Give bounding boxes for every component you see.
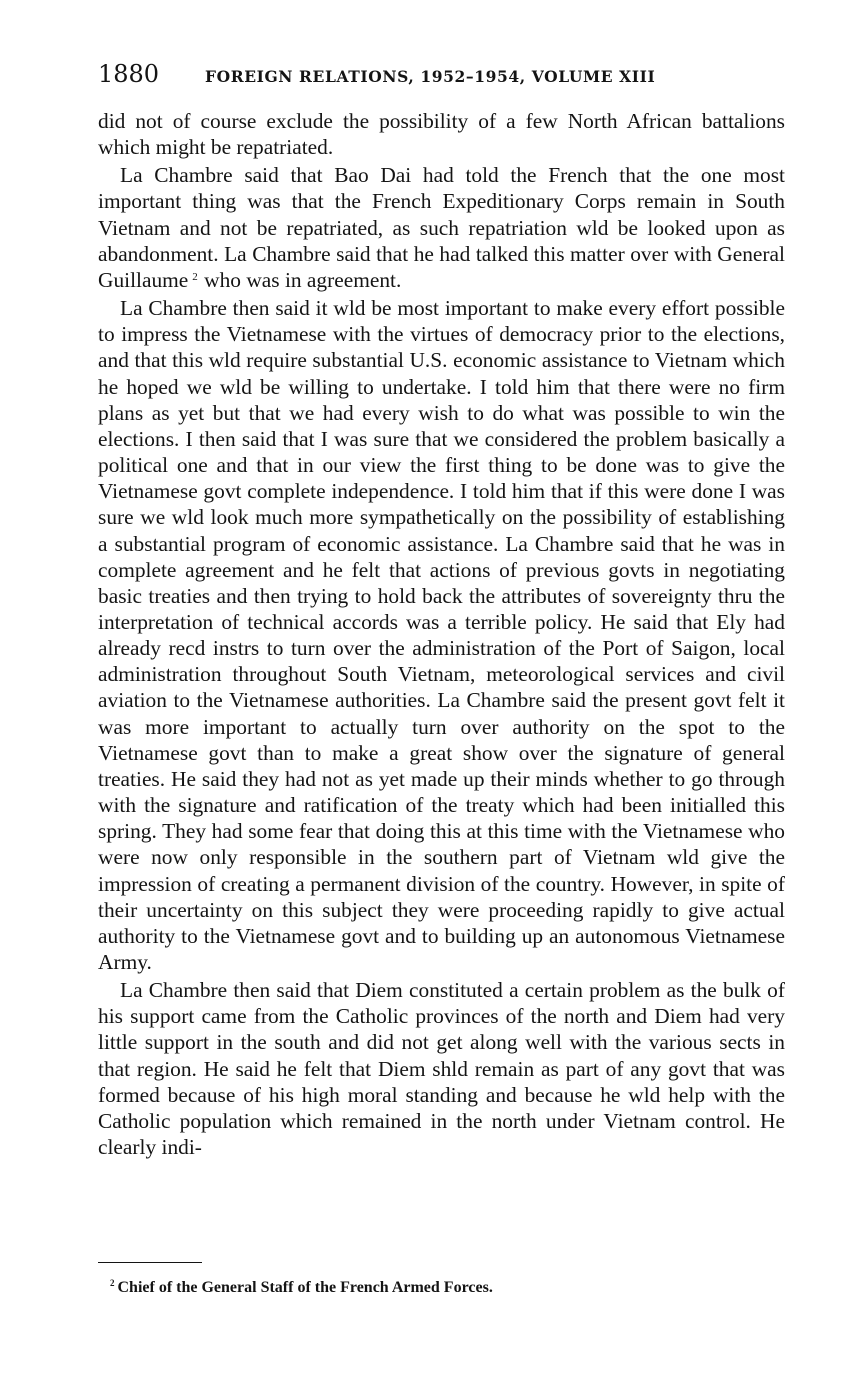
footnote-text: Chief of the General Staff of the French Armed Forces. xyxy=(117,1279,493,1296)
paragraph-1: did not of course exclude the possibility of a few North African battalions which might be repatriated. xyxy=(98,109,785,160)
paragraph-3: La Chambre then said it wld be most important to make every effort possible to impress the Vietnamese with the virtues of democracy prior to the elections, and that this wld require substantial U.S. economic assistance to Vietnam which he hoped we wld be willing to undertake. I told him that there were no firm plans as yet but that we had every wish to do what was possible to win the elections. I then said that I was sure that we considered the problem basically a political one and that in our view the first thing to be done was to give the Vietnamese govt complete independence. I told him that if this were done I was sure we wld look much more sympathetically on the possibility of establishing a substantial program of economic assistance. La Chambre said that he was in complete agreement and he felt that actions of previous govts in negotiating basic treaties and then trying to hold back the attributes of sovereignty thru the interpretation of technical accords was a terrible policy. He said that Ely had already recd instrs to turn over the administration of the Port of Saigon, local administration throughout South Vietnam, meteorological services and civil aviation to the Vietnamese authorities. La Chambre said the present govt felt it was more important to actually turn over authority on the spot to the Vietnamese govt than to make a great show over the signature of general treaties. He said they had not as yet made up their minds whether to go through with the signature and ratification of the treaty which had been initialled this spring. They had some fear that doing this at this time with the Vietnamese who were now only responsible in the southern part of Vietnam wld give the impression of creating a permanent division of the country. However, in spite of their uncertainty on this subject they were proceeding rapidly to give actual authority to the Vietnamese govt and to building up an autonomous Vietnamese Army. xyxy=(98,296,785,974)
footnote-reference: 2 xyxy=(192,270,198,283)
paragraph-2-tail: who was in agreement. xyxy=(198,267,402,292)
paragraph-2-text: La Chambre said that Bao Dai had told the French that the one most important thing was that the French Expeditionary Corps remain in South Vietnam and not be repatriated, as such repatriation wld be looked upon as abandonment. La Chambre said that he had talked this matter over with General Guillaume xyxy=(98,163,785,292)
page-header xyxy=(98,60,788,94)
footnote-marker: 2 xyxy=(110,1278,115,1288)
page-number: 1880 xyxy=(98,60,160,88)
footnote-divider xyxy=(98,1262,202,1263)
running-title: FOREIGN RELATIONS, 1952–1954, VOLUME XIII xyxy=(205,67,656,86)
paragraph-4: La Chambre then said that Diem constituted a certain problem as the bulk of his support came from the Catholic provinces of the north and Diem had very little support in the south and did not get along well with the various sects in that region. He said he felt that Diem shld remain as part of any govt that was formed because of his high moral standing and because he wld help with the Catholic population which remained in the north under Vietnam control. He clearly indi- xyxy=(98,978,785,1160)
footnote xyxy=(110,1278,780,1298)
body-text xyxy=(98,108,785,1160)
paragraph-2 xyxy=(98,162,785,293)
